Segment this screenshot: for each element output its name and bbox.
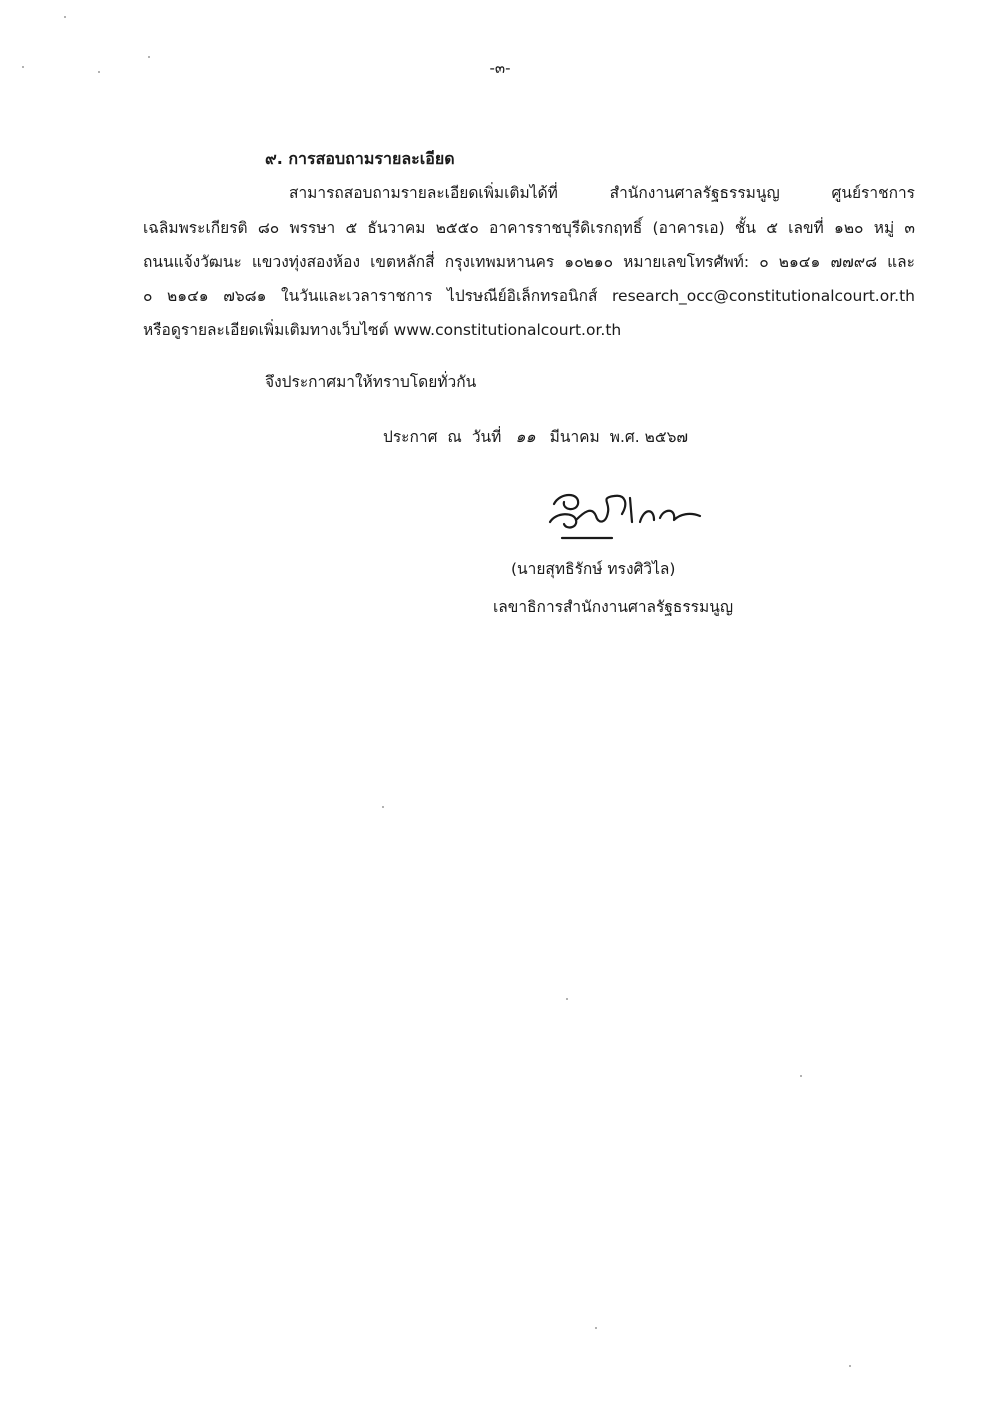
- body-line: หรือดูรายละเอียดเพิ่มเติมทางเว็บไซต์ www.constitutionalcourt.or.th: [143, 321, 622, 339]
- date-at: ณ: [447, 428, 462, 446]
- scan-speck: [849, 1365, 851, 1367]
- scan-speck: [595, 1327, 597, 1329]
- page-number: -๓-: [489, 59, 511, 77]
- signer-title: เลขาธิการสำนักงานศาลรัฐธรรมนูญ: [493, 598, 734, 616]
- scan-speck: [98, 71, 100, 73]
- date-year: ๒๕๖๗: [644, 428, 689, 446]
- body-line: ถนนแจ้งวัฒนะ แขวงทุ่งสองห้อง เขตหลักสี่ กรุงเทพมหานคร ๑๐๒๑๐ หมายเลขโทรศัพท์: ๐ ๒๑๔๑ ๗๗๙๘ และ: [143, 253, 915, 271]
- announcement-date: [383, 424, 688, 450]
- scan-speck: [800, 1075, 802, 1077]
- date-era: พ.ศ.: [609, 428, 640, 446]
- scan-speck: [64, 16, 66, 18]
- scan-speck: [566, 998, 568, 1000]
- scan-speck: [148, 56, 150, 58]
- date-day-label: วันที่: [471, 428, 502, 446]
- closing-statement: จึงประกาศมาให้ทราบโดยทั่วกัน: [265, 373, 477, 391]
- date-month: มีนาคม: [549, 428, 600, 446]
- body-line: ๐ ๒๑๔๑ ๗๖๘๑ ในวันและเวลาราชการ ไปรษณีย์อิเล็กทรอนิกส์ research_occ@constitutionalcourt.or.th: [143, 287, 915, 305]
- scan-speck: [382, 806, 384, 808]
- date-prefix: ประกาศ: [383, 428, 438, 446]
- section-heading: ๙. การสอบถามรายละเอียด: [265, 149, 455, 168]
- body-line: สามารถสอบถามรายละเอียดเพิ่มเติมได้ที่ สำนักงานศาลรัฐธรรมนูญ ศูนย์ราชการ: [289, 184, 915, 202]
- signer-name: (นายสุทธิรักษ์ ทรงศิวิไล): [511, 560, 676, 578]
- date-day: ๑๑: [515, 427, 536, 446]
- scan-speck: [22, 66, 24, 68]
- handwritten-signature: [540, 482, 720, 548]
- body-line: เฉลิมพระเกียรติ ๘๐ พรรษา ๕ ธันวาคม ๒๕๕๐ อาคารราชบุรีดิเรกฤทธิ์ (อาคารเอ) ชั้น ๕ เลขที่ ๑๒๐ หมู่ ๓: [143, 219, 915, 237]
